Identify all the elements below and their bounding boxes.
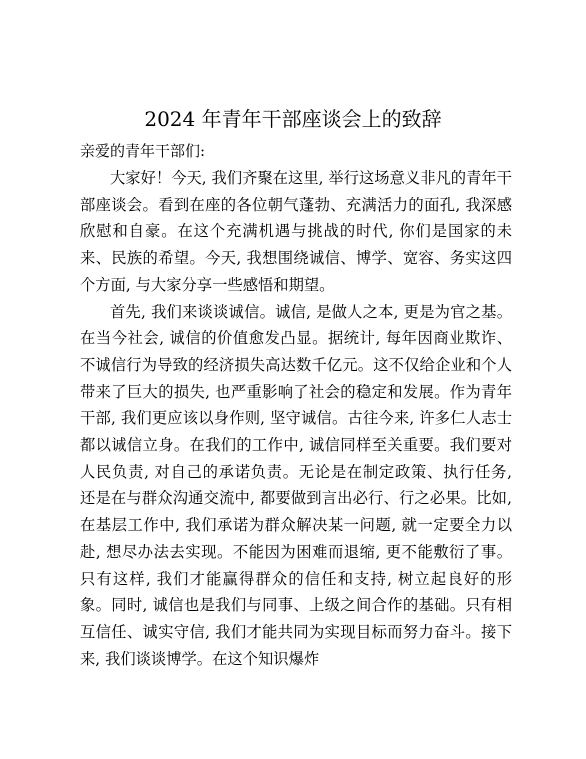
paragraph-integrity: 首先, 我们来谈谈诚信。诚信, 是做人之本, 更是为官之基。在当今社会, 诚信的价值愈发凸显。据统计, 每年因商业欺诈、不诚信行为导致的经济损失高达数千亿元。这不仅给企业和个人带来了巨大的损失, 也严重影响了社会的稳定和发展。作为青年干部, 我们更应该以身作则, 坚守诚信。古往今来, 许多仁人志士都以诚信立身。在我们的工作中, 诚信同样至关重要。我们要对人民负责, 对自己的承诺负责。无论是在制定政策、执行任务, 还是在与群众沟通交流中, 都要做到言出必行、行之必果。比如, 在基层工作中, 我们承诺为群众解决某一问题, 就一定要全力以赴, 想尽办法去实现。不能因为困难而退缩, 更不能敷衍了事。只有这样, 我们才能赢得群众的信任和支持, 树立起良好的形象。同时, 诚信也是我们与同事、上级之间合作的基础。只有相互信任、诚实守信, 我们才能共同为实现目标而努力奋斗。接下来, 我们谈谈博学。在这个知识爆炸 bbox=[80, 302, 512, 668]
salutation: 亲爱的青年干部们: bbox=[80, 142, 206, 160]
document-title: 2024 年青年干部座谈会上的致辞 bbox=[144, 107, 442, 131]
document-body bbox=[80, 165, 512, 672]
paragraph-greeting: 大家好！今天, 我们齐聚在这里, 举行这场意义非凡的青年干部座谈会。看到在座的各位朝气蓬勃、充满活力的面孔, 我深感欣慰和自豪。在这个充满机遇与挑战的时代, 你们是国家的未来、民族的希望。今天, 我想围绕诚信、博学、宽容、务实这四个方面, 与大家分享一些感悟和期望。 bbox=[80, 169, 512, 294]
